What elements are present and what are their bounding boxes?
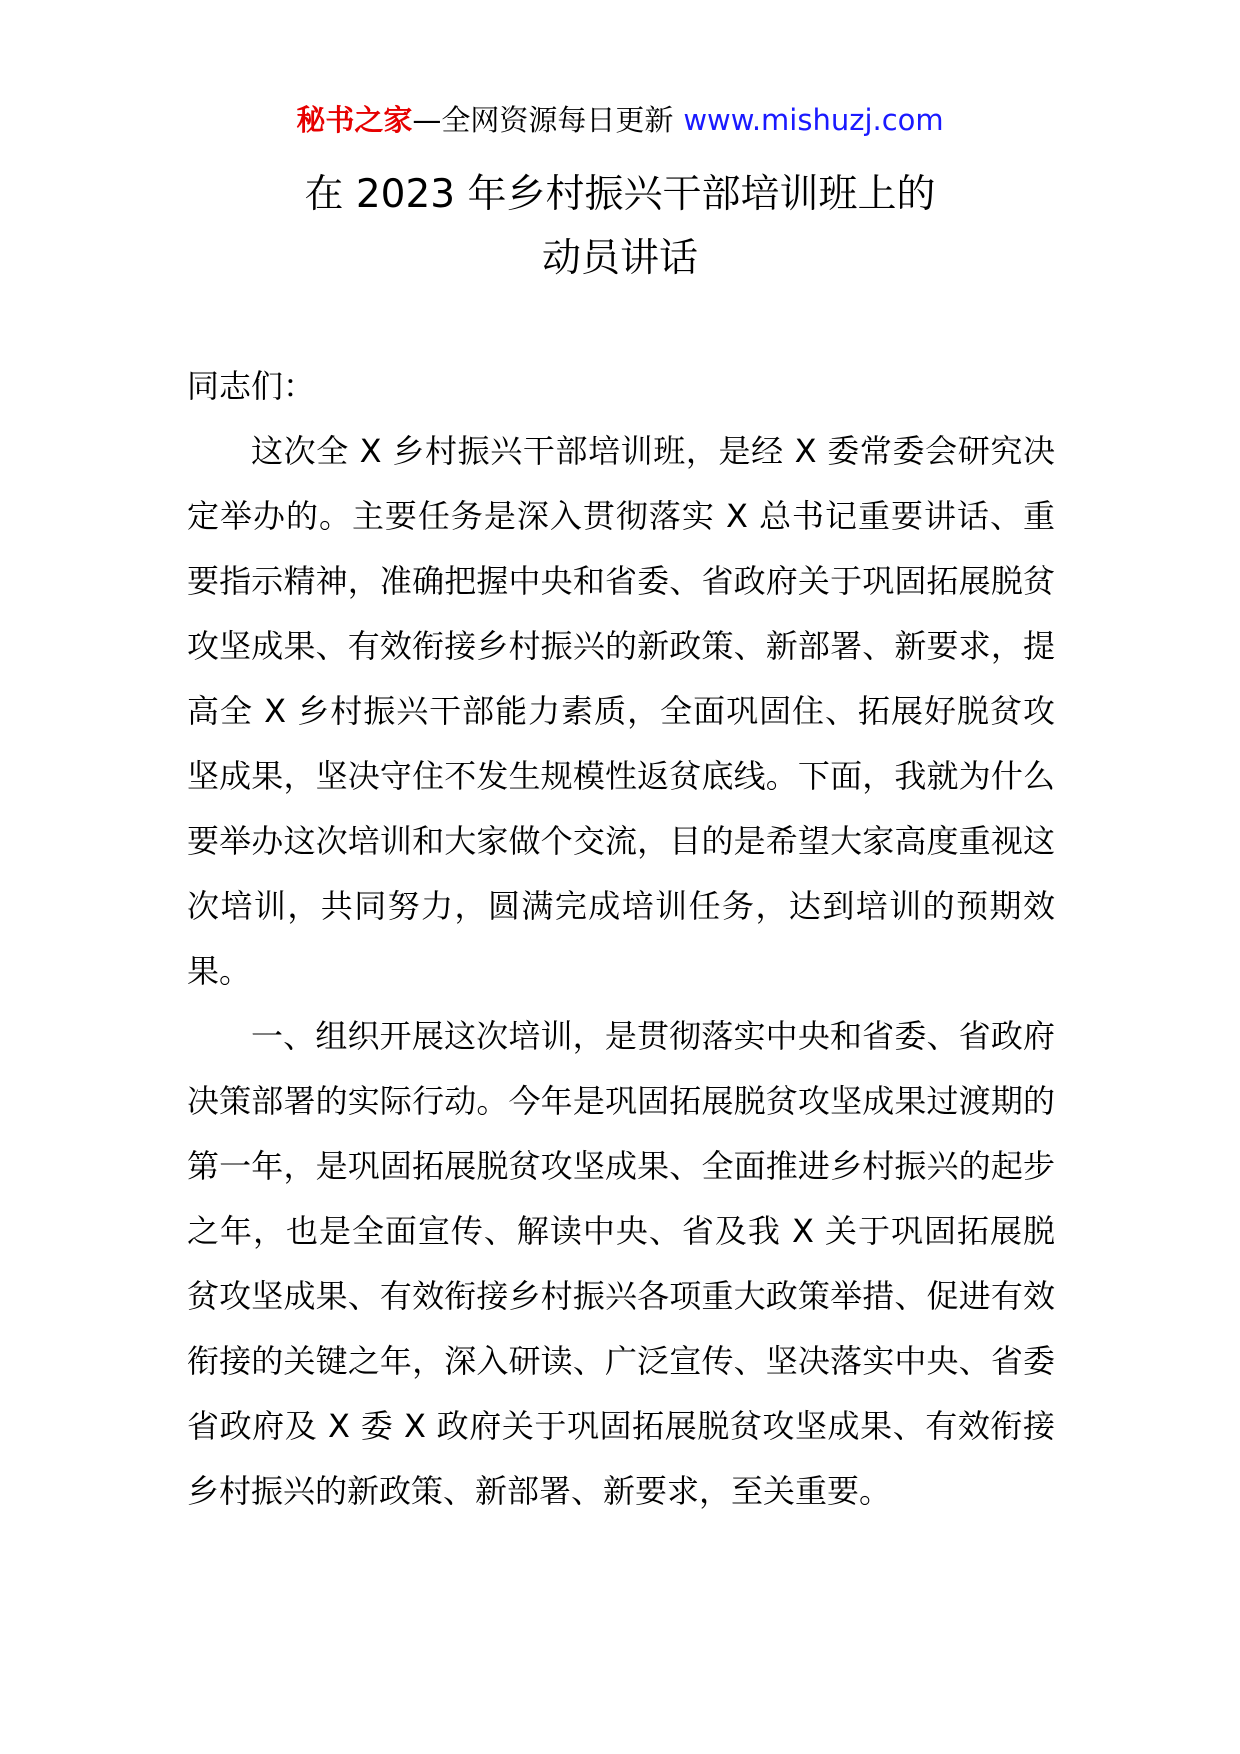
site-header <box>0 100 1240 140</box>
title-line-1: 在 2023 年乡村振兴干部培训班上的 <box>304 172 936 217</box>
body-paragraph-1: 这次全 X 乡村振兴干部培训班，是经 X 委常委会研究决定举办的。主要任务是深入贯彻落实 X 总书记重要讲话、重要指示精神，准确把握中央和省委、省政府关于巩固拓展脱贫攻坚成果、有效衔接乡村振兴的新政策、新部署、新要求，提高全 X 乡村振兴干部能力素质，全面巩固住、拓展好脱贫攻坚成果，坚决守住不发生规模性返贫底线。下面，我就为什么要举办这次培训和大家做个交流，目的是希望大家高度重视这次培训，共同努力，圆满完成培训任务，达到培训的预期效果。 <box>187 432 1055 990</box>
brand-name: 秘书之家 <box>296 103 413 137</box>
salutation: 同志们： <box>187 367 316 405</box>
title-line-2: 动员讲话 <box>541 236 698 281</box>
body-paragraph-2: 一、组织开展这次培训，是贯彻落实中央和省委、省政府决策部署的实际行动。今年是巩固拓展脱贫攻坚成果过渡期的第一年，是巩固拓展脱贫攻坚成果、全面推进乡村振兴的起步之年，也是全面宣传、解读中央、省及我 X 关于巩固拓展脱贫攻坚成果、有效衔接乡村振兴各项重大政策举措、促进有效衔接的关键之年，深入研读、广泛宣传、坚决落实中央、省委省政府及 X 委 X 政府关于巩固拓展脱贫攻坚成果、有效衔接乡村振兴的新政策、新部署、新要求，至关重要。 <box>187 1017 1055 1510</box>
header-tagline: —全网资源每日更新 <box>412 103 674 137</box>
document-body <box>187 354 1055 1524</box>
document-title <box>0 163 1240 291</box>
site-url-link[interactable]: www.mishuzj.com <box>683 103 944 137</box>
